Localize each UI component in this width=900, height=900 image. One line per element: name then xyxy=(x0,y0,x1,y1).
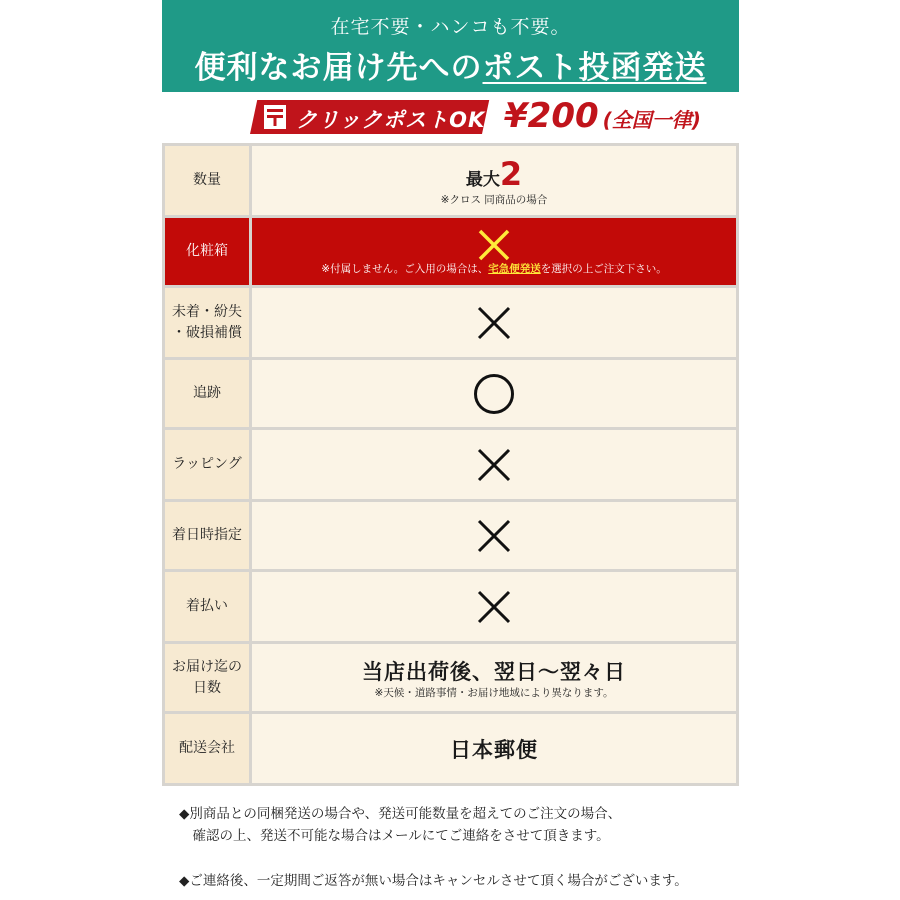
shipping-spec-table xyxy=(162,143,739,786)
row-delivery-days xyxy=(164,643,738,713)
clickpost-row xyxy=(250,96,730,136)
value-lost-damage xyxy=(251,287,738,359)
label-giftbox: 化粧箱 xyxy=(164,217,251,287)
carrier-name: 日本郵便 xyxy=(450,737,538,762)
header-banner xyxy=(162,0,739,92)
value-wrapping xyxy=(251,429,738,501)
row-delivery-date xyxy=(164,501,738,571)
value-delivery-date xyxy=(251,501,738,571)
label-wrapping: ラッピング xyxy=(164,429,251,501)
value-carrier xyxy=(251,713,738,785)
row-tracking xyxy=(164,359,738,429)
row-giftbox xyxy=(164,217,738,287)
delivery-days-text: 当店出荷後、翌日〜翌々日 xyxy=(362,659,626,684)
label-delivery-date: 着日時指定 xyxy=(164,501,251,571)
express-delivery-link[interactable]: 宅急便発送 xyxy=(488,262,541,275)
footer-notes xyxy=(179,803,688,892)
max-prefix: 最大 xyxy=(465,169,500,190)
label-lost-damage: 未着・紛失 ・破損補償 xyxy=(164,287,251,359)
cross-icon xyxy=(474,303,514,343)
banner-title xyxy=(162,42,739,87)
row-cod xyxy=(164,571,738,643)
row-lost-damage xyxy=(164,287,738,359)
banner-title-prefix: 便利なお届け先への xyxy=(194,50,483,86)
label-cod: 着払い xyxy=(164,571,251,643)
cross-icon xyxy=(474,516,514,556)
price-amount: ¥200 xyxy=(504,96,599,136)
post-mark-icon xyxy=(264,105,286,129)
value-delivery-days xyxy=(251,643,738,713)
price-note: (全国一律) xyxy=(602,108,701,132)
note-line-2: 確認の上、発送不可能な場合はメールにてご連絡をさせて頂きます。 xyxy=(179,828,610,844)
banner-subtitle: 在宅不要・ハンコも不要。 xyxy=(330,16,571,38)
row-quantity xyxy=(164,145,738,217)
shipping-price xyxy=(504,96,701,136)
quantity-note: ※クロス 同商品の場合 xyxy=(440,193,548,206)
label-tracking: 追跡 xyxy=(164,359,251,429)
clickpost-label: クリックポストOK xyxy=(296,108,486,132)
banner-title-emphasis: ポスト投函発送 xyxy=(482,50,707,86)
label-quantity: 数量 xyxy=(164,145,251,217)
value-cod xyxy=(251,571,738,643)
value-giftbox xyxy=(251,217,738,287)
label-carrier: 配送会社 xyxy=(164,713,251,785)
circle-icon xyxy=(472,372,516,416)
row-wrapping xyxy=(164,429,738,501)
note-line-1: ◆別商品との同梱発送の場合や、発送可能数量を超えてのご注文の場合、 xyxy=(179,806,622,822)
value-tracking xyxy=(251,359,738,429)
giftbox-note: ※付属しません。ご入用の場合は、宅急便発送を選択の上ご注文下さい。 xyxy=(321,262,667,275)
cross-icon xyxy=(476,228,512,262)
cross-icon xyxy=(474,445,514,485)
delivery-days-note: ※天候・道路事情・お届け地域により異なります。 xyxy=(374,686,614,699)
row-carrier xyxy=(164,713,738,785)
note-line-3: ◆ご連絡後、一定期間ご返答が無い場合はキャンセルさせて頂く場合がございます。 xyxy=(179,873,688,889)
value-quantity xyxy=(251,145,738,217)
label-delivery-days: お届け迄の 日数 xyxy=(164,643,251,713)
max-number: 2 xyxy=(499,154,523,193)
cross-icon xyxy=(474,587,514,627)
